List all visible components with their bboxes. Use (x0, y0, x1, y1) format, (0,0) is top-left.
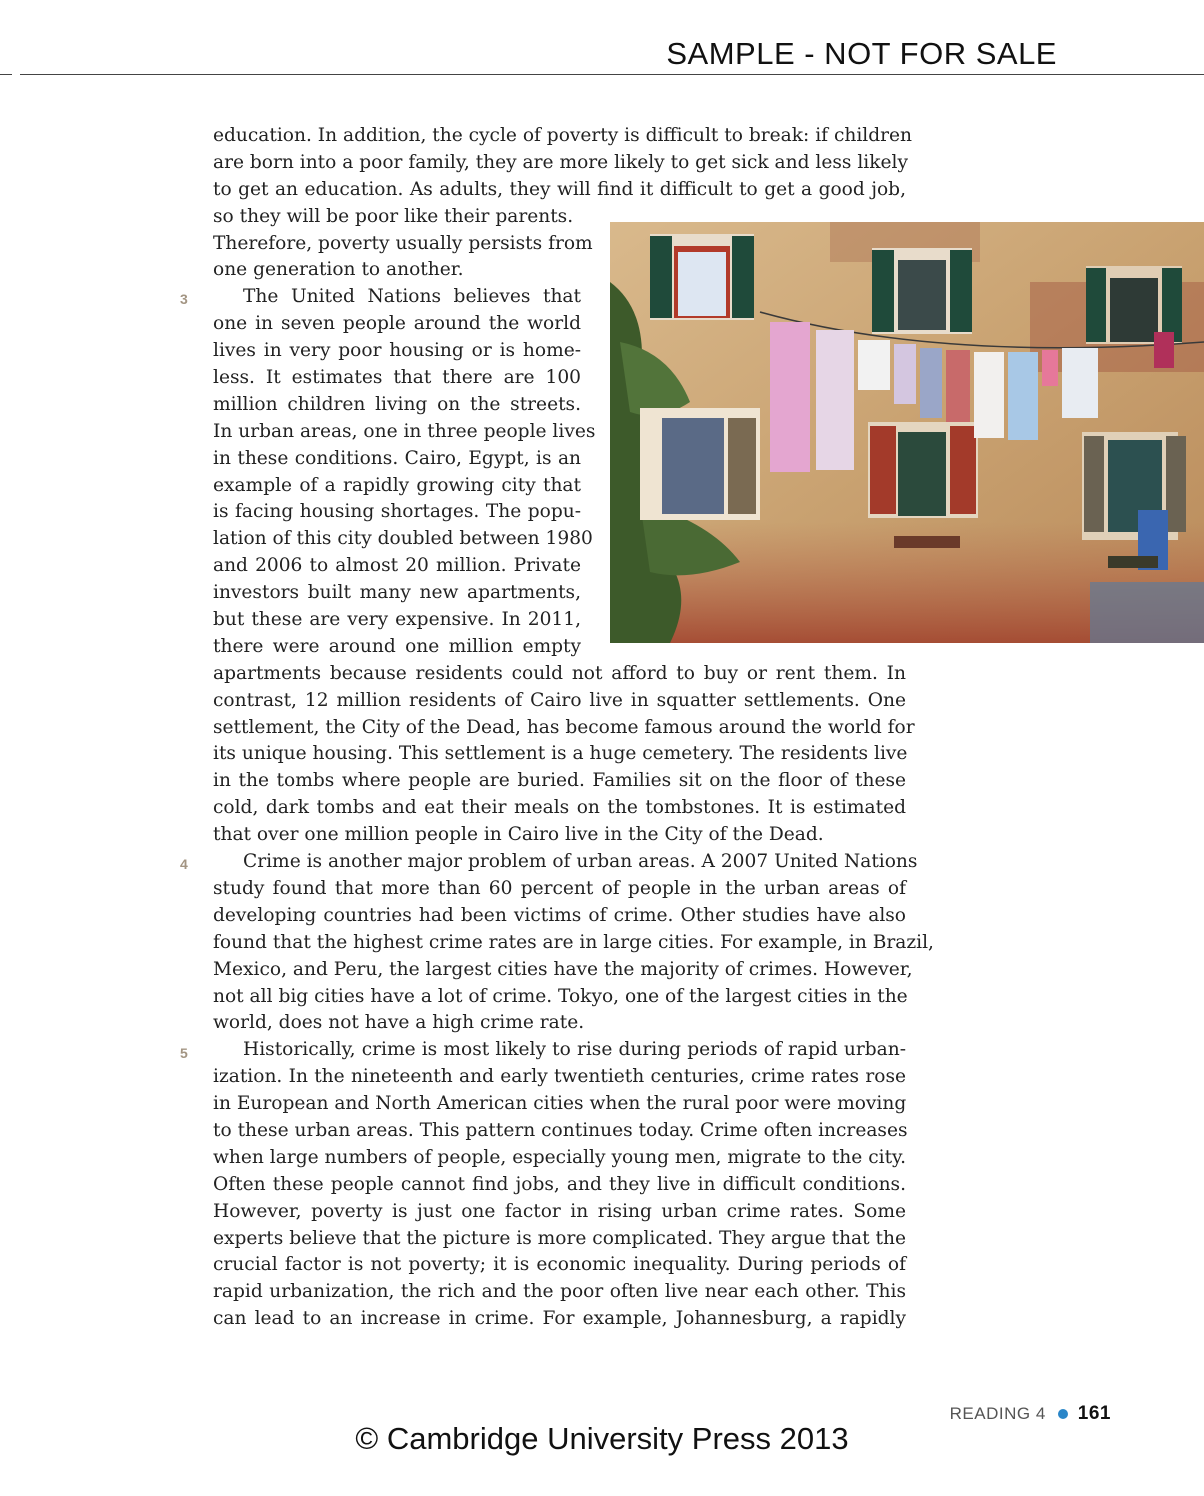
text-line: one in seven people around the world (213, 313, 581, 335)
text-line: Often these people cannot find jobs, and they live in difficult conditions. (213, 1173, 906, 1195)
text-line: study found that more than 60 percent of people in the urban areas of (213, 877, 906, 899)
text-line: ization. In the nineteenth and early twentieth centuries, crime rates rose (213, 1066, 906, 1088)
text-line: less. It estimates that there are 100 (213, 367, 581, 389)
text-line: in these conditions. Cairo, Egypt, is an (213, 447, 581, 469)
paragraph-number: 5 (180, 1045, 188, 1061)
text-line: so they will be poor like their parents. (213, 205, 574, 227)
building-photo (610, 222, 1204, 643)
text-line: but these are very expensive. In 2011, (213, 609, 581, 631)
text-line: that over one million people in Cairo live in the City of the Dead. (213, 824, 824, 846)
paragraph-number: 4 (180, 856, 188, 872)
text-line: crucial factor is not poverty; it is economic inequality. During periods of (213, 1254, 906, 1276)
sample-banner (0, 28, 1204, 76)
text-line: to these urban areas. This pattern continues today. Crime often increases (213, 1119, 908, 1141)
banner-rule-left (0, 74, 12, 75)
text-line: there were around one million empty (213, 635, 581, 657)
text-line: million children living on the streets. (213, 393, 581, 415)
text-line: developing countries had been victims of crime. Other studies have also (213, 904, 906, 926)
text-line: Historically, crime is most likely to rise during periods of rapid urban- (243, 1039, 906, 1061)
text-line: when large numbers of people, especially young men, migrate to the city. (213, 1146, 906, 1168)
text-line: investors built many new apartments, (213, 582, 581, 604)
text-line: example of a rapidly growing city that (213, 474, 581, 496)
text-line: is facing housing shortages. The popu- (213, 501, 581, 523)
text-line: world, does not have a high crime rate. (213, 1012, 585, 1034)
section-label: READING 4 (949, 1404, 1046, 1423)
text-line: to get an education. As adults, they will find it difficult to get a good job, (213, 178, 906, 200)
text-line: in European and North American cities when the rural poor were moving (213, 1093, 907, 1115)
text-line: Crime is another major problem of urban areas. A 2007 United Nations (243, 851, 918, 873)
banner-rule (20, 74, 1204, 75)
text-line: However, poverty is just one factor in rising urban crime rates. Some (213, 1200, 906, 1222)
banner-text: SAMPLE - NOT FOR SALE (666, 36, 1057, 71)
text-line: found that the highest crime rates are in large cities. For example, in Brazil, (213, 931, 934, 953)
text-line: lation of this city doubled between 1980 (213, 528, 593, 550)
text-line: its unique housing. This settlement is a huge cemetery. The residents live (213, 743, 908, 765)
text-line: and 2006 to almost 20 million. Private (213, 555, 581, 577)
text-line: The United Nations believes that (243, 286, 581, 308)
text-line: one generation to another. (213, 259, 464, 281)
text-line: lives in very poor housing or is home- (213, 340, 581, 362)
text-line: Mexico, and Peru, the largest cities have the majority of crimes. However, (213, 958, 913, 980)
paragraph-number: 3 (180, 291, 188, 307)
page-number: 161 (1077, 1403, 1111, 1424)
bullet-dot-icon (1058, 1409, 1068, 1419)
text-line: not all big cities have a lot of crime. Tokyo, one of the largest cities in the (213, 985, 908, 1007)
text-line: contrast, 12 million residents of Cairo live in squatter settlements. One (213, 689, 906, 711)
text-line: rapid urbanization, the rich and the poor often live near each other. This (213, 1281, 906, 1303)
text-line: education. In addition, the cycle of poverty is difficult to break: if children (213, 125, 912, 146)
text-line: apartments because residents could not afford to buy or rent them. In (213, 662, 906, 684)
text-line: are born into a poor family, they are more likely to get sick and less likely (213, 151, 908, 173)
text-line: cold, dark tombs and eat their meals on the tombstones. It is estimated (213, 797, 906, 819)
text-line: settlement, the City of the Dead, has become famous around the world for (213, 716, 915, 738)
copyright-notice: © Cambridge University Press 2013 (355, 1421, 849, 1456)
text-line: can lead to an increase in crime. For example, Johannesburg, a rapidly (213, 1308, 906, 1330)
text-line: experts believe that the picture is more complicated. They argue that the (213, 1227, 906, 1249)
text-line: Therefore, poverty usually persists from (213, 232, 593, 254)
text-line: In urban areas, one in three people lives (213, 420, 596, 442)
text-line: in the tombs where people are buried. Families sit on the floor of these (213, 770, 906, 792)
